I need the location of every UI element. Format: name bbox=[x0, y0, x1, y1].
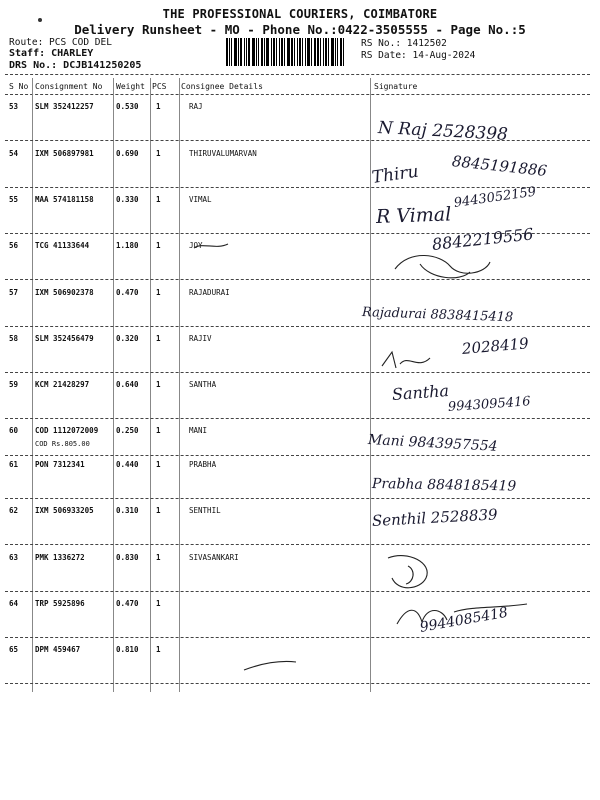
barcode-bar bbox=[311, 38, 312, 66]
signature-55: R Vimal bbox=[375, 203, 452, 228]
barcode-bar bbox=[284, 38, 285, 66]
row-consignee: VIMAL bbox=[189, 195, 212, 204]
row-weight: 0.810 bbox=[116, 645, 139, 654]
barcode-bar bbox=[231, 38, 232, 66]
row-weight: 0.470 bbox=[116, 599, 139, 608]
rs-date: RS Date: 14-Aug-2024 bbox=[361, 50, 476, 61]
row-sno: 62 bbox=[9, 506, 19, 515]
row-consignment: PMK 1336272 bbox=[35, 553, 85, 562]
col-weight: Weight bbox=[116, 82, 145, 91]
barcode-bar bbox=[276, 38, 277, 66]
row-pcs: 1 bbox=[156, 241, 161, 250]
barcode-bar bbox=[229, 38, 230, 66]
signature-57: Rajadurai 8838415418 bbox=[361, 305, 514, 326]
row-consignment: IXM 506897981 bbox=[35, 149, 94, 158]
signature-61: Prabha 8848185419 bbox=[371, 476, 517, 495]
row-consignment: DPM 459467 bbox=[35, 645, 81, 654]
row-consignment: IXM 506933205 bbox=[35, 506, 94, 515]
row-weight: 0.470 bbox=[116, 288, 139, 297]
barcode-bar bbox=[244, 38, 245, 66]
barcode-bar bbox=[281, 38, 283, 66]
signature-53: N Raj 2528398 bbox=[377, 118, 509, 145]
barcode-bar bbox=[271, 38, 272, 66]
barcode-bar bbox=[226, 38, 228, 66]
barcode-bar bbox=[317, 38, 319, 66]
row-consignee: RAJADURAI bbox=[189, 288, 230, 297]
barcode-bar bbox=[320, 38, 321, 66]
row-consignee: SIVASANKARI bbox=[189, 553, 239, 562]
signature-58-scribble bbox=[378, 348, 438, 374]
barcode-bar bbox=[302, 38, 303, 66]
row-sno: 57 bbox=[9, 288, 19, 297]
row-consignment: TRP 5925896 bbox=[35, 599, 85, 608]
row-56-mark bbox=[192, 240, 232, 252]
col-pcs: PCS bbox=[152, 82, 167, 91]
col-signature: Signature bbox=[374, 82, 418, 91]
signature-63-scribble bbox=[378, 548, 448, 596]
signature-54-phone: 8845191886 bbox=[451, 152, 548, 180]
barcode-bar bbox=[340, 38, 342, 66]
barcode-bar bbox=[331, 38, 334, 66]
table-row bbox=[0, 498, 600, 544]
row-consignment: MAA 574181158 bbox=[35, 195, 94, 204]
col-consignment: Consignment No bbox=[35, 82, 103, 91]
barcode-bar bbox=[307, 38, 310, 66]
row-weight: 0.320 bbox=[116, 334, 139, 343]
cod-amount: COD Rs.805.00 bbox=[35, 440, 90, 448]
barcode-bar bbox=[323, 38, 324, 66]
row-pcs: 1 bbox=[156, 380, 161, 389]
runsheet-title: Delivery Runsheet - MO - Phone No.:0422-3505555 - Page No.:5 bbox=[74, 22, 526, 37]
row-sno: 53 bbox=[9, 102, 19, 111]
row-consignee: JOY bbox=[189, 241, 203, 250]
barcode-bar bbox=[248, 38, 250, 66]
barcode-bar bbox=[246, 38, 247, 66]
row-pcs: 1 bbox=[156, 553, 161, 562]
row-consignment: COD 1112072009 bbox=[35, 426, 99, 435]
barcode-bar bbox=[325, 38, 327, 66]
row-consignment: SLM 352456479 bbox=[35, 334, 94, 343]
table-row bbox=[0, 94, 600, 140]
barcode-bar bbox=[328, 38, 329, 66]
row-sno: 54 bbox=[9, 149, 19, 158]
barcode-bar bbox=[252, 38, 255, 66]
barcode-bar bbox=[256, 38, 257, 66]
barcode-bar bbox=[264, 38, 265, 66]
staff-label: Staff: CHARLEY bbox=[9, 48, 94, 59]
row-weight: 0.440 bbox=[116, 460, 139, 469]
col-sno: S No bbox=[9, 82, 29, 91]
barcode-bar bbox=[343, 38, 344, 66]
row-pcs: 1 bbox=[156, 645, 161, 654]
barcode-bar bbox=[234, 38, 237, 66]
row-pcs: 1 bbox=[156, 334, 161, 343]
row-consignee: RAJ bbox=[189, 102, 203, 111]
row-weight: 0.310 bbox=[116, 506, 139, 515]
barcode-bar bbox=[238, 38, 239, 66]
barcode-bar bbox=[273, 38, 275, 66]
row-consignment: SLM 352412257 bbox=[35, 102, 94, 111]
row-weight: 0.250 bbox=[116, 426, 139, 435]
row-sno: 59 bbox=[9, 380, 19, 389]
barcode-bar bbox=[240, 38, 242, 66]
row-sno: 55 bbox=[9, 195, 19, 204]
barcode-bar bbox=[261, 38, 263, 66]
signature-55-phone: 9443052159 bbox=[452, 184, 537, 211]
row-pcs: 1 bbox=[156, 102, 161, 111]
signature-58: 2028419 bbox=[461, 334, 530, 358]
row-sno: 58 bbox=[9, 334, 19, 343]
row-weight: 1.180 bbox=[116, 241, 139, 250]
signature-60: Mani 9843957554 bbox=[367, 432, 498, 455]
row-pcs: 1 bbox=[156, 460, 161, 469]
route-label: Route: PCS COD DEL bbox=[9, 37, 112, 48]
row-consignment: TCG 41133644 bbox=[35, 241, 90, 250]
signature-54: Thiru bbox=[370, 161, 420, 188]
table-row bbox=[0, 637, 600, 683]
barcode-bar bbox=[287, 38, 290, 66]
barcode-bar bbox=[314, 38, 316, 66]
row-65-mark bbox=[240, 656, 300, 676]
row-consignment: KCM 21428297 bbox=[35, 380, 90, 389]
barcode-bar bbox=[279, 38, 280, 66]
barcode-bar bbox=[291, 38, 293, 66]
row-sno: 64 bbox=[9, 599, 19, 608]
row-weight: 0.530 bbox=[116, 102, 139, 111]
row-weight: 0.640 bbox=[116, 380, 139, 389]
row-pcs: 1 bbox=[156, 149, 161, 158]
barcode-bar bbox=[337, 38, 338, 66]
row-pcs: 1 bbox=[156, 506, 161, 515]
barcode-bar bbox=[297, 38, 298, 66]
barcode-bar bbox=[305, 38, 306, 66]
row-sno: 60 bbox=[9, 426, 19, 435]
row-weight: 0.330 bbox=[116, 195, 139, 204]
company-name: THE PROFESSIONAL COURIERS, COIMBATORE bbox=[162, 7, 438, 21]
row-pcs: 1 bbox=[156, 195, 161, 204]
row-weight: 0.830 bbox=[116, 553, 139, 562]
row-sno: 56 bbox=[9, 241, 19, 250]
row-consignee: MANI bbox=[189, 426, 208, 435]
signature-56-scribble bbox=[390, 244, 500, 284]
row-sno: 61 bbox=[9, 460, 19, 469]
signature-62: Senthil 2528839 bbox=[371, 505, 498, 530]
barcode-bar bbox=[258, 38, 259, 66]
row-divider bbox=[5, 683, 590, 684]
row-sno: 63 bbox=[9, 553, 19, 562]
row-consignee: SENTHIL bbox=[189, 506, 221, 515]
col-consignee: Consignee Details bbox=[181, 82, 263, 91]
rs-number: RS No.: 1412502 bbox=[361, 38, 447, 49]
signature-64-phone: 9944085418 bbox=[418, 604, 510, 636]
row-consignment: PON 7312341 bbox=[35, 460, 85, 469]
row-pcs: 1 bbox=[156, 426, 161, 435]
barcode-bar bbox=[299, 38, 301, 66]
row-consignee: THIRUVALUMARVAN bbox=[189, 149, 257, 158]
page-mark bbox=[38, 18, 42, 22]
barcode-bar bbox=[335, 38, 336, 66]
header-divider bbox=[5, 74, 590, 75]
barcode bbox=[226, 38, 356, 66]
row-pcs: 1 bbox=[156, 288, 161, 297]
signature-59: Santha bbox=[391, 381, 450, 404]
barcode-bar bbox=[266, 38, 269, 66]
row-consignee: SANTHA bbox=[189, 380, 217, 389]
barcode-bar bbox=[294, 38, 295, 66]
row-sno: 65 bbox=[9, 645, 19, 654]
row-pcs: 1 bbox=[156, 599, 161, 608]
row-consignee: RAJIV bbox=[189, 334, 212, 343]
row-consignment: IXM 506902378 bbox=[35, 288, 94, 297]
row-consignee: PRABHA bbox=[189, 460, 217, 469]
signature-56-phone: 8842219556 bbox=[431, 224, 535, 254]
row-weight: 0.690 bbox=[116, 149, 139, 158]
signature-59-phone: 9943095416 bbox=[447, 394, 532, 415]
table-row bbox=[0, 545, 600, 591]
drs-number: DRS No.: DCJB141250205 bbox=[9, 60, 142, 71]
